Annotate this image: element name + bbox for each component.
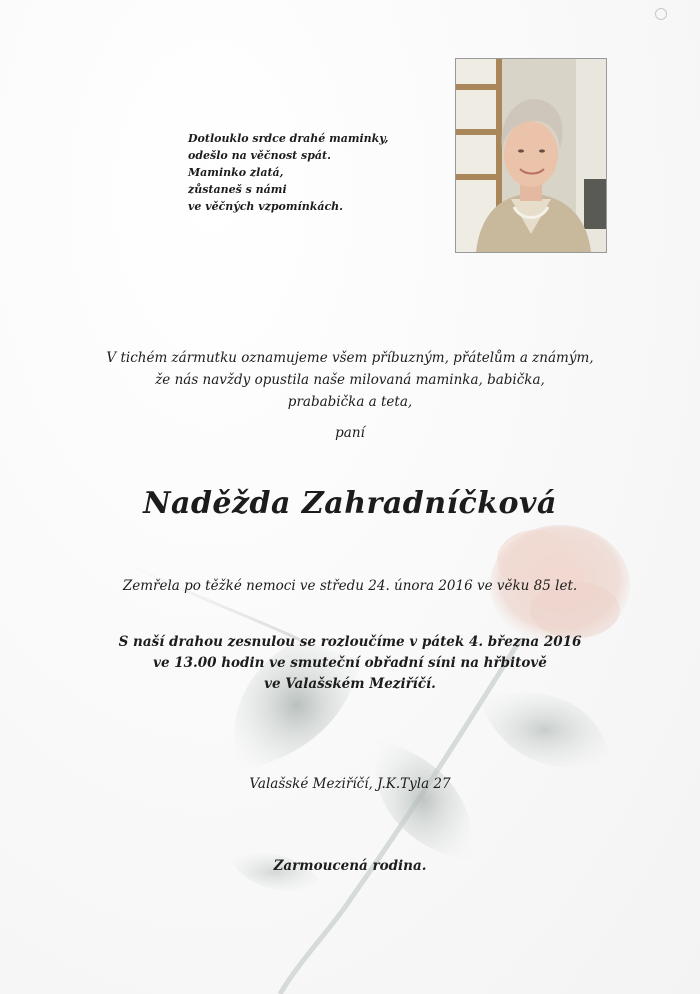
epitaph-line: Dotlouklo srdce drahé maminky, [188, 132, 389, 145]
funeral-line: ve Valašském Meziříčí. [264, 676, 436, 692]
epitaph-line: Maminko zlatá, [188, 166, 284, 179]
announcement-text [0, 347, 700, 413]
deceased-name: Naděžda Zahradníčková [143, 486, 557, 521]
portrait-photo [455, 58, 607, 253]
epitaph-line: zůstaneš s námi [188, 183, 287, 196]
announcement-line: V tichém zármutku oznamujeme všem příbuzným, přátelům a známým, [106, 350, 594, 366]
announcement-line: že nás navždy opustila naše milovaná maminka, babička, [155, 372, 545, 388]
epitaph-line: odešlo na věčnost spát. [188, 149, 331, 162]
death-info: Zemřela po těžké nemoci ve středu 24. února 2016 ve věku 85 let. [122, 578, 578, 594]
family-address: Valašské Meziříčí, J.K.Tyla 27 [249, 776, 451, 792]
corner-circle-mark [655, 8, 667, 20]
epitaph-line: ve věčných vzpomínkách. [188, 200, 343, 213]
epitaph-verse [188, 130, 438, 215]
funeral-line: S naší drahou zesnulou se rozloučíme v pátek 4. března 2016 [118, 634, 582, 650]
announcement-line: prababička a teta, [287, 394, 413, 410]
funeral-line: ve 13.00 hodin ve smuteční obřadní síni na hřbitově [153, 655, 547, 671]
family-signature: Zarmoucená rodina. [273, 858, 427, 874]
funeral-details [0, 632, 700, 695]
honorific: paní [335, 425, 365, 441]
